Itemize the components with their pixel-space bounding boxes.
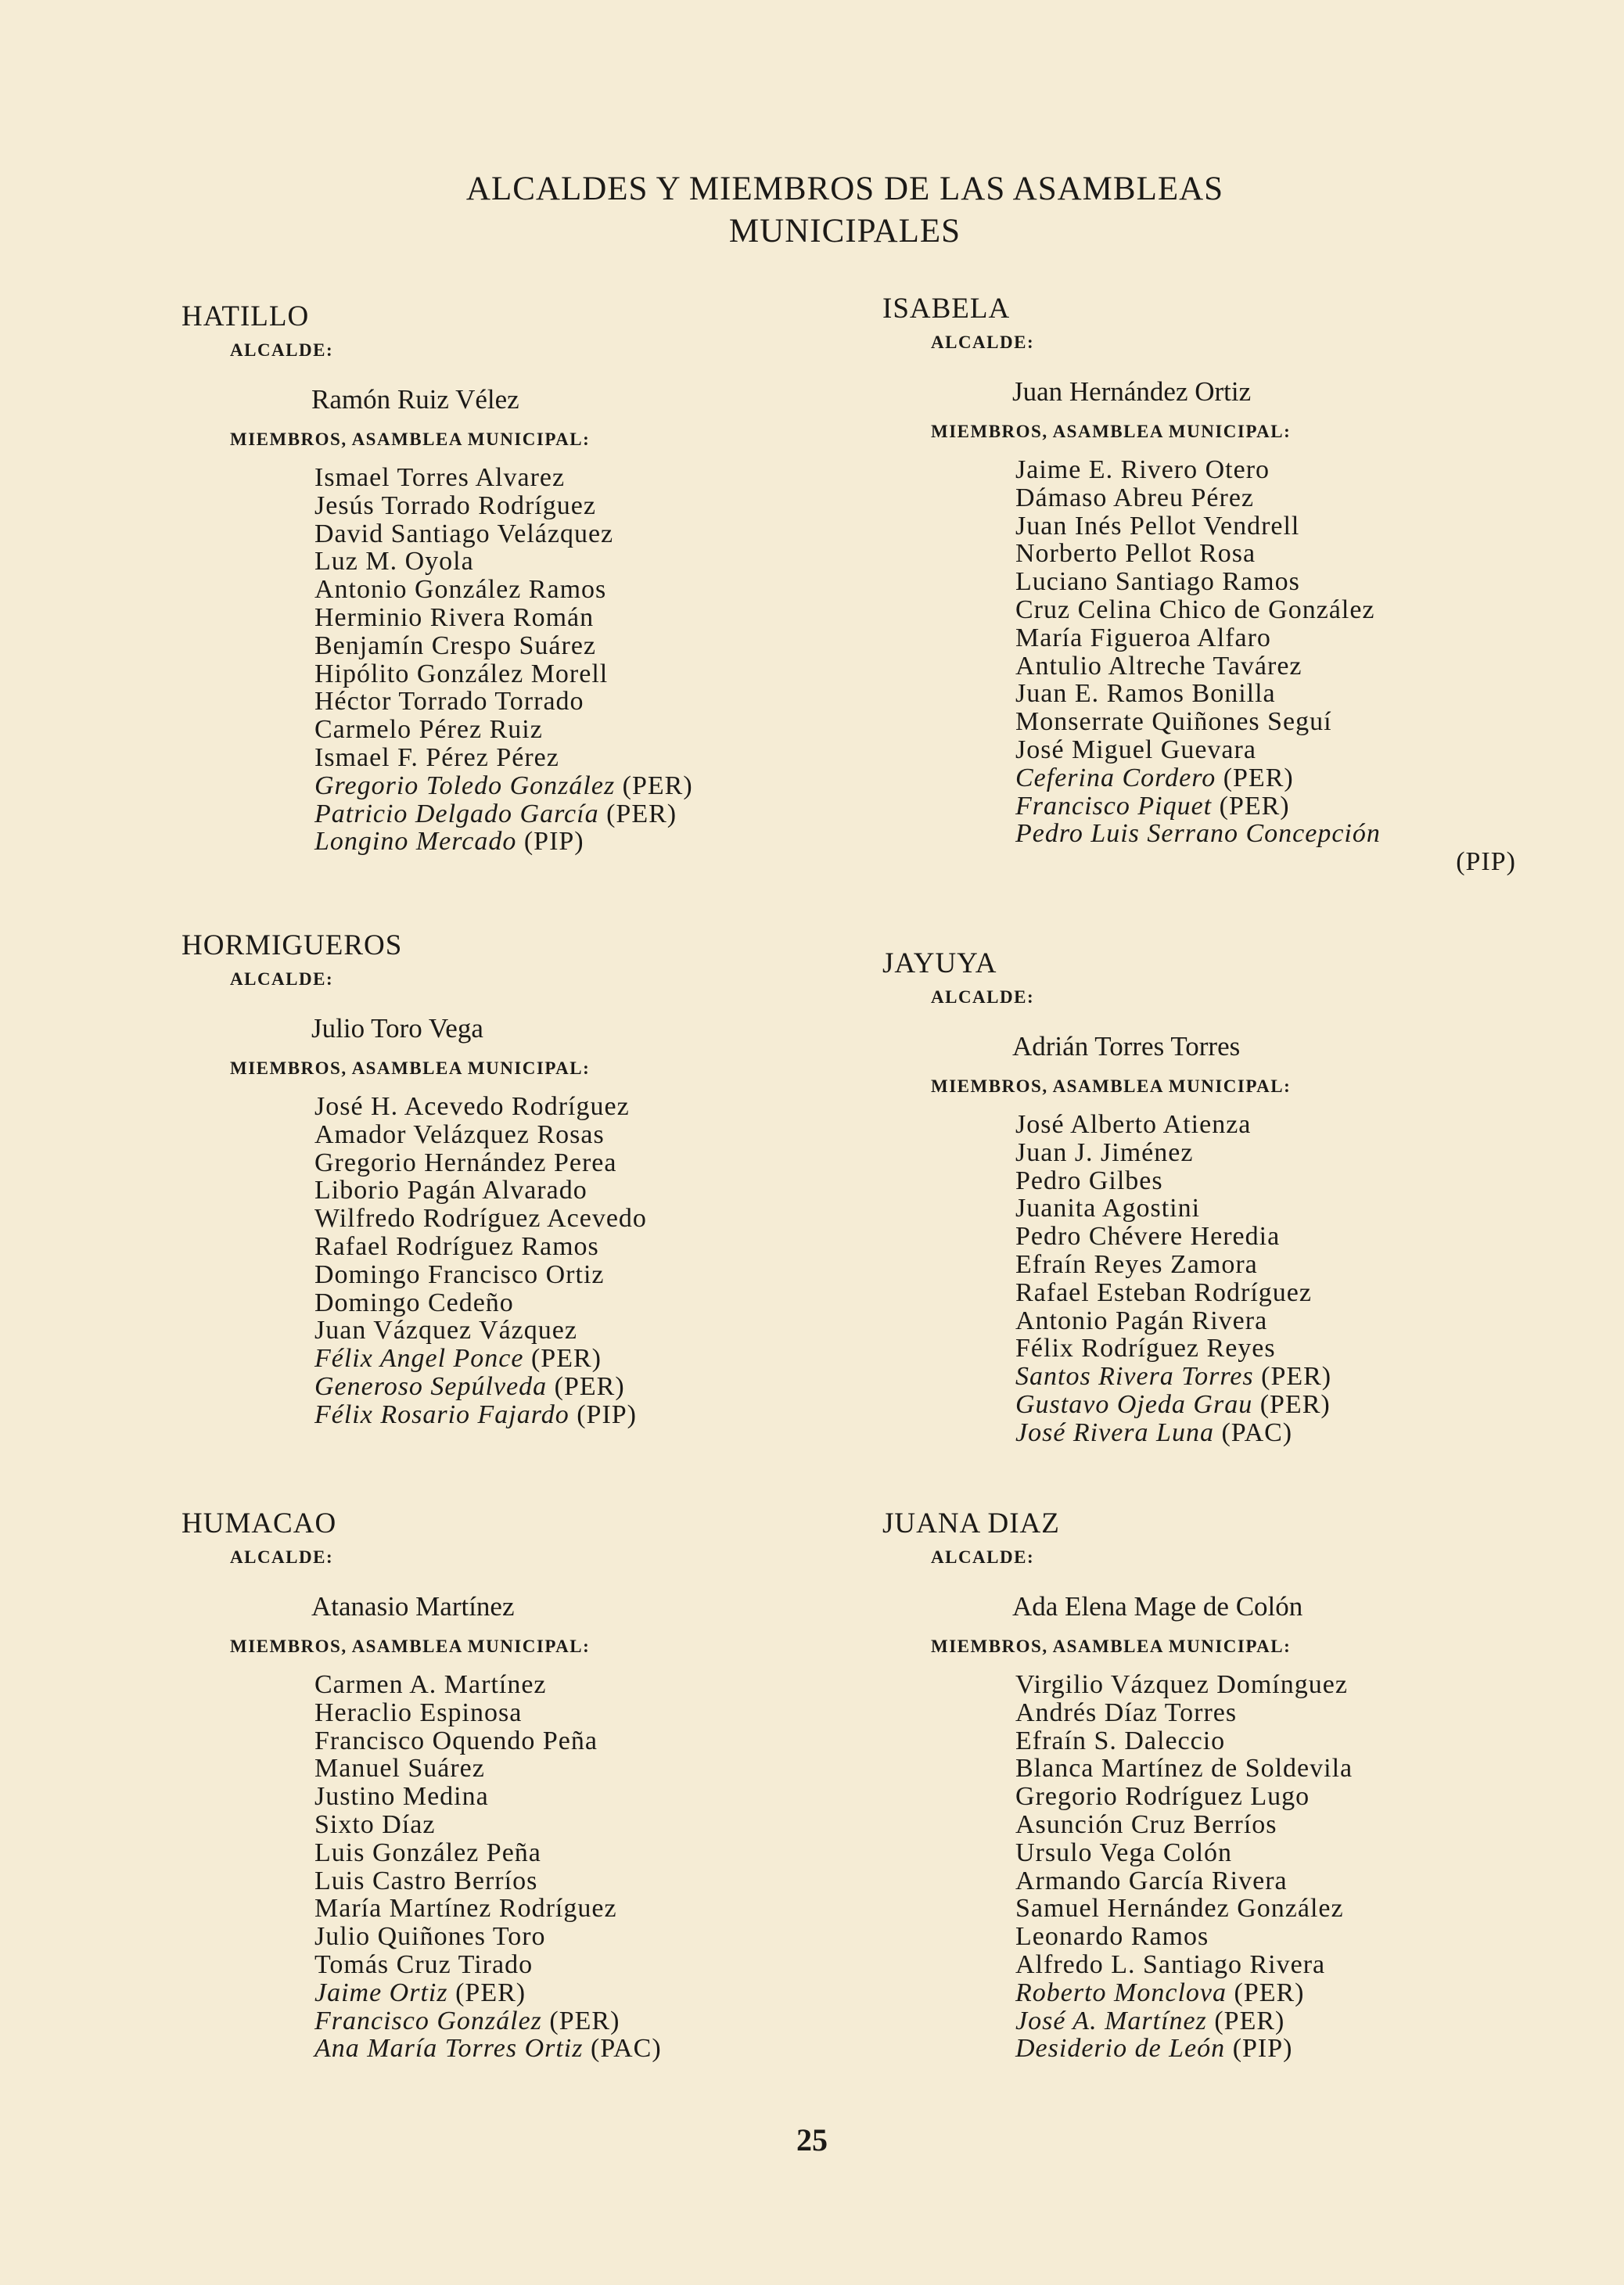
member-item xyxy=(314,2007,831,2035)
member-name: Antonio González Ramos xyxy=(314,575,607,605)
member-name: María Figueroa Alfaro xyxy=(1015,623,1271,652)
member-item xyxy=(1015,1811,1532,1839)
member-item xyxy=(1015,708,1532,736)
member-item xyxy=(314,464,831,492)
member-item xyxy=(314,828,831,856)
member-name: Ismael F. Pérez Pérez xyxy=(314,742,559,772)
member-name: Herminio Rivera Román xyxy=(314,602,595,632)
member-item xyxy=(314,1205,831,1233)
alcalde-name: Ramón Ruiz Vélez xyxy=(311,384,519,415)
member-name: Félix Rosario Fajardo xyxy=(314,1399,569,1429)
member-name: Rafael Esteban Rodríguez xyxy=(1015,1277,1312,1307)
party-tag: (PER) xyxy=(455,1978,526,2007)
member-name: Antonio Pagán Rivera xyxy=(1015,1306,1268,1335)
municipality-section xyxy=(181,929,831,1429)
member-name: Ursulo Vega Colón xyxy=(1015,1838,1233,1867)
member-name: José Miguel Guevara xyxy=(1015,735,1256,764)
member-item xyxy=(314,1289,831,1317)
members-list xyxy=(1015,1671,1532,2063)
member-item xyxy=(1015,1867,1532,1895)
municipality-section xyxy=(181,1507,831,2063)
party-tag: (PAC) xyxy=(591,2034,662,2064)
member-name: Luis Castro Berríos xyxy=(314,1866,538,1895)
member-name: Alfredo L. Santiago Rivera xyxy=(1015,1949,1326,1979)
member-item xyxy=(314,1979,831,2007)
member-name: Francisco Oquendo Peña xyxy=(314,1726,598,1755)
member-item xyxy=(314,548,831,576)
members-label: MIEMBROS, ASAMBLEA MUNICIPAL: xyxy=(230,429,591,449)
member-name: Luis González Peña xyxy=(314,1838,541,1867)
municipality-name: HORMIGUEROS xyxy=(181,929,403,961)
member-item xyxy=(314,1671,831,1699)
member-item xyxy=(1015,456,1532,484)
page-number: 25 xyxy=(796,2122,828,2157)
alcalde-label: ALCALDE: xyxy=(230,969,334,989)
alcalde-label: ALCALDE: xyxy=(931,987,1035,1007)
municipality-name: JAYUYA xyxy=(882,947,997,979)
member-item xyxy=(314,1177,831,1205)
member-name: Heraclio Espinosa xyxy=(314,1698,523,1727)
party-tag: (PIP) xyxy=(1232,2034,1293,2064)
member-item xyxy=(314,1093,831,1121)
member-item xyxy=(314,604,831,632)
member-item xyxy=(314,1867,831,1895)
party-tag: (PER) xyxy=(554,1371,625,1401)
member-name: Gustavo Ojeda Grau xyxy=(1015,1389,1253,1419)
members-list xyxy=(314,1671,831,2063)
member-name: Luciano Santiago Ramos xyxy=(1015,567,1300,597)
page-title-line-1: ALCALDES Y MIEMBROS DE LAS ASAMBLEAS xyxy=(465,171,1224,207)
member-item xyxy=(1015,1111,1532,1139)
member-item xyxy=(314,772,831,800)
member-name: Ana María Torres Ortiz xyxy=(314,2034,584,2064)
member-name: Carmen A. Martínez xyxy=(314,1670,547,1699)
member-item xyxy=(1015,540,1532,568)
member-name: Benjamín Crespo Suárez xyxy=(314,631,597,660)
municipality-section xyxy=(882,947,1532,1447)
member-item xyxy=(1015,1839,1532,1867)
member-name: Francisco González xyxy=(314,2006,542,2035)
member-item xyxy=(314,1755,831,1783)
alcalde-name: Juan Hernández Ortiz xyxy=(1012,376,1252,407)
alcalde-name: Ada Elena Mage de Colón xyxy=(1012,1591,1303,1622)
member-item xyxy=(1015,1139,1532,1167)
party-tag: (PER) xyxy=(549,2006,620,2035)
party-tag: (PIP) xyxy=(523,827,584,857)
member-name: José H. Acevedo Rodríguez xyxy=(314,1092,630,1121)
municipality-section xyxy=(181,300,831,856)
member-name: Gregorio Toledo González xyxy=(314,771,616,800)
party-tag: (PIP) xyxy=(577,1399,638,1429)
member-item xyxy=(1015,820,1516,876)
member-item xyxy=(1015,736,1532,764)
member-item xyxy=(314,1783,831,1811)
member-item xyxy=(1015,1279,1532,1307)
member-name: Asunción Cruz Berríos xyxy=(1015,1809,1277,1839)
member-name: María Martínez Rodríguez xyxy=(314,1894,617,1924)
member-item xyxy=(1015,624,1532,652)
member-item xyxy=(1015,1923,1532,1951)
party-tag: (PER) xyxy=(1223,763,1294,792)
party-tag: (PAC) xyxy=(1221,1417,1293,1447)
member-item xyxy=(314,660,831,688)
municipality-name: JUANA DIAZ xyxy=(882,1507,1060,1540)
member-name: Félix Angel Ponce xyxy=(314,1344,524,1374)
member-name: Héctor Torrado Torrado xyxy=(314,687,584,717)
member-name: Juan J. Jiménez xyxy=(1015,1137,1194,1167)
member-item xyxy=(1015,484,1532,512)
party-tag: (PER) xyxy=(1214,2006,1285,2035)
alcalde-label: ALCALDE: xyxy=(931,1547,1035,1567)
member-name: José A. Martínez xyxy=(1015,2006,1207,2035)
member-item xyxy=(314,1401,831,1429)
members-label: MIEMBROS, ASAMBLEA MUNICIPAL: xyxy=(931,1637,1292,1656)
member-name: Virgilio Vázquez Domínguez xyxy=(1015,1670,1348,1699)
member-item xyxy=(1015,652,1532,681)
member-item xyxy=(1015,1727,1532,1755)
member-item xyxy=(314,1895,831,1923)
member-item xyxy=(1015,1671,1532,1699)
member-item xyxy=(1015,792,1532,821)
member-item xyxy=(314,1699,831,1727)
member-item xyxy=(1015,2035,1532,2063)
member-name: Blanca Martínez de Soldevila xyxy=(1015,1754,1353,1784)
member-name: Pedro Chévere Heredia xyxy=(1015,1222,1281,1252)
member-item xyxy=(314,1923,831,1951)
member-name: Liborio Pagán Alvarado xyxy=(314,1176,587,1205)
member-name: Dámaso Abreu Pérez xyxy=(1015,483,1255,512)
member-item xyxy=(1015,1307,1532,1335)
member-name: Generoso Sepúlveda xyxy=(314,1371,548,1401)
member-name: Longino Mercado xyxy=(314,827,517,857)
member-item xyxy=(1015,1895,1532,1923)
member-name: David Santiago Velázquez xyxy=(314,519,614,548)
members-list xyxy=(314,464,831,856)
member-item xyxy=(1015,568,1532,596)
member-item xyxy=(314,1951,831,1979)
member-name: Norberto Pellot Rosa xyxy=(1015,539,1256,569)
member-item xyxy=(1015,1391,1532,1419)
party-tag: (PER) xyxy=(530,1344,602,1374)
members-list xyxy=(1015,456,1532,876)
member-item xyxy=(314,1839,831,1867)
member-name: Cruz Celina Chico de González xyxy=(1015,595,1375,624)
member-name: Antulio Altreche Tavárez xyxy=(1015,651,1302,681)
member-item xyxy=(1015,1195,1532,1223)
member-name: Leonardo Ramos xyxy=(1015,1922,1209,1952)
member-name: Juan E. Ramos Bonilla xyxy=(1015,679,1276,709)
member-item xyxy=(314,1811,831,1839)
member-item xyxy=(314,1121,831,1149)
party-tag: (PER) xyxy=(1234,1978,1305,2007)
member-item xyxy=(314,576,831,604)
page-title xyxy=(297,168,1392,253)
member-item xyxy=(314,744,831,772)
member-item xyxy=(1015,1335,1532,1363)
member-item xyxy=(314,1233,831,1261)
member-name: Julio Quiñones Toro xyxy=(314,1922,546,1952)
page-title-line-2: MUNICIPALES xyxy=(728,213,961,250)
member-item xyxy=(314,800,831,828)
member-name: Luz M. Oyola xyxy=(314,547,474,577)
member-item xyxy=(314,1149,831,1177)
members-label: MIEMBROS, ASAMBLEA MUNICIPAL: xyxy=(931,422,1292,441)
member-name: Rafael Rodríguez Ramos xyxy=(314,1231,599,1261)
member-name: Ceferina Cordero xyxy=(1015,763,1216,792)
member-name: Desiderio de León xyxy=(1015,2034,1226,2064)
member-name: Efraín Reyes Zamora xyxy=(1015,1249,1258,1279)
municipality-name: HUMACAO xyxy=(181,1507,337,1540)
members-list xyxy=(314,1093,831,1429)
member-name: Gregorio Hernández Perea xyxy=(314,1148,617,1177)
member-name: Andrés Díaz Torres xyxy=(1015,1698,1238,1727)
member-name: Francisco Piquet xyxy=(1015,791,1213,821)
party-tag: (PER) xyxy=(1261,1362,1332,1392)
members-label: MIEMBROS, ASAMBLEA MUNICIPAL: xyxy=(230,1058,591,1078)
member-name: Pedro Gilbes xyxy=(1015,1166,1163,1195)
member-name: Santos Rivera Torres xyxy=(1015,1362,1254,1392)
municipality-section xyxy=(882,1507,1532,2063)
member-name: Domingo Francisco Ortiz xyxy=(314,1259,605,1289)
party-tag: (PER) xyxy=(606,799,677,828)
members-list xyxy=(1015,1111,1532,1447)
member-item xyxy=(1015,1223,1532,1251)
member-item xyxy=(314,632,831,660)
member-name: Jesús Torrado Rodríguez xyxy=(314,490,596,520)
member-name: Armando García Rivera xyxy=(1015,1866,1288,1895)
member-item xyxy=(1015,596,1532,624)
member-item xyxy=(314,2035,831,2063)
member-item xyxy=(314,1373,831,1401)
member-item xyxy=(1015,512,1532,541)
member-item xyxy=(1015,1419,1532,1447)
member-item xyxy=(314,688,831,716)
member-item xyxy=(314,716,831,744)
member-item xyxy=(314,492,831,520)
alcalde-label: ALCALDE: xyxy=(230,340,334,360)
member-name: Jaime E. Rivero Otero xyxy=(1015,455,1270,484)
member-name: Amador Velázquez Rosas xyxy=(314,1119,605,1149)
party-tag: (PIP) xyxy=(1456,847,1516,877)
member-item xyxy=(1015,1363,1532,1391)
alcalde-label: ALCALDE: xyxy=(230,1547,334,1567)
members-label: MIEMBROS, ASAMBLEA MUNICIPAL: xyxy=(931,1076,1292,1096)
member-name: Pedro Luis Serrano Concepción xyxy=(1015,819,1381,849)
member-name: Juan Inés Pellot Vendrell xyxy=(1015,511,1300,541)
member-item xyxy=(1015,1783,1532,1811)
member-item xyxy=(1015,680,1532,708)
member-name: Justino Medina xyxy=(314,1782,489,1812)
member-item xyxy=(1015,1979,1532,2007)
alcalde-name: Atanasio Martínez xyxy=(311,1591,515,1622)
member-name: Roberto Monclova xyxy=(1015,1978,1227,2007)
member-item xyxy=(1015,764,1532,792)
member-item xyxy=(1015,1251,1532,1279)
member-name: Monserrate Quiñones Seguí xyxy=(1015,707,1332,737)
member-name: Jaime Ortiz xyxy=(314,1978,448,2007)
member-name: Ismael Torres Alvarez xyxy=(314,463,566,492)
member-item xyxy=(1015,1699,1532,1727)
municipality-name: ISABELA xyxy=(882,293,1011,325)
member-name: Tomás Cruz Tirado xyxy=(314,1949,534,1979)
member-name: Hipólito González Morell xyxy=(314,659,609,688)
party-tag: (PER) xyxy=(622,771,693,800)
member-name: Sixto Díaz xyxy=(314,1809,436,1839)
member-item xyxy=(314,520,831,548)
member-item xyxy=(314,1317,831,1345)
municipality-section xyxy=(882,292,1532,876)
member-item xyxy=(1015,1755,1532,1783)
municipality-name: HATILLO xyxy=(181,300,310,332)
member-name: Juanita Agostini xyxy=(1015,1194,1201,1223)
member-item xyxy=(314,1261,831,1289)
member-name: Domingo Cedeño xyxy=(314,1288,514,1317)
member-name: José Rivera Luna xyxy=(1015,1417,1214,1447)
alcalde-name: Adrián Torres Torres xyxy=(1012,1031,1241,1062)
member-name: Wilfredo Rodríguez Acevedo xyxy=(314,1204,647,1234)
member-item xyxy=(1015,1167,1532,1195)
member-name: Efraín S. Daleccio xyxy=(1015,1726,1226,1755)
member-name: José Alberto Atienza xyxy=(1015,1110,1252,1139)
member-name: Patricio Delgado García xyxy=(314,799,599,828)
member-item xyxy=(1015,1951,1532,1979)
party-tag: (PER) xyxy=(1219,791,1290,821)
member-item xyxy=(314,1727,831,1755)
member-item xyxy=(314,1345,831,1373)
member-name: Carmelo Pérez Ruiz xyxy=(314,715,543,745)
member-name: Gregorio Rodríguez Lugo xyxy=(1015,1782,1310,1812)
members-label: MIEMBROS, ASAMBLEA MUNICIPAL: xyxy=(230,1637,591,1656)
member-name: Manuel Suárez xyxy=(314,1754,485,1784)
member-name: Juan Vázquez Vázquez xyxy=(314,1316,577,1345)
alcalde-label: ALCALDE: xyxy=(931,332,1035,352)
member-name: Félix Rodríguez Reyes xyxy=(1015,1334,1276,1363)
alcalde-name: Julio Toro Vega xyxy=(311,1013,483,1044)
member-item xyxy=(1015,2007,1532,2035)
party-tag: (PER) xyxy=(1259,1389,1331,1419)
member-name: Samuel Hernández González xyxy=(1015,1894,1344,1924)
